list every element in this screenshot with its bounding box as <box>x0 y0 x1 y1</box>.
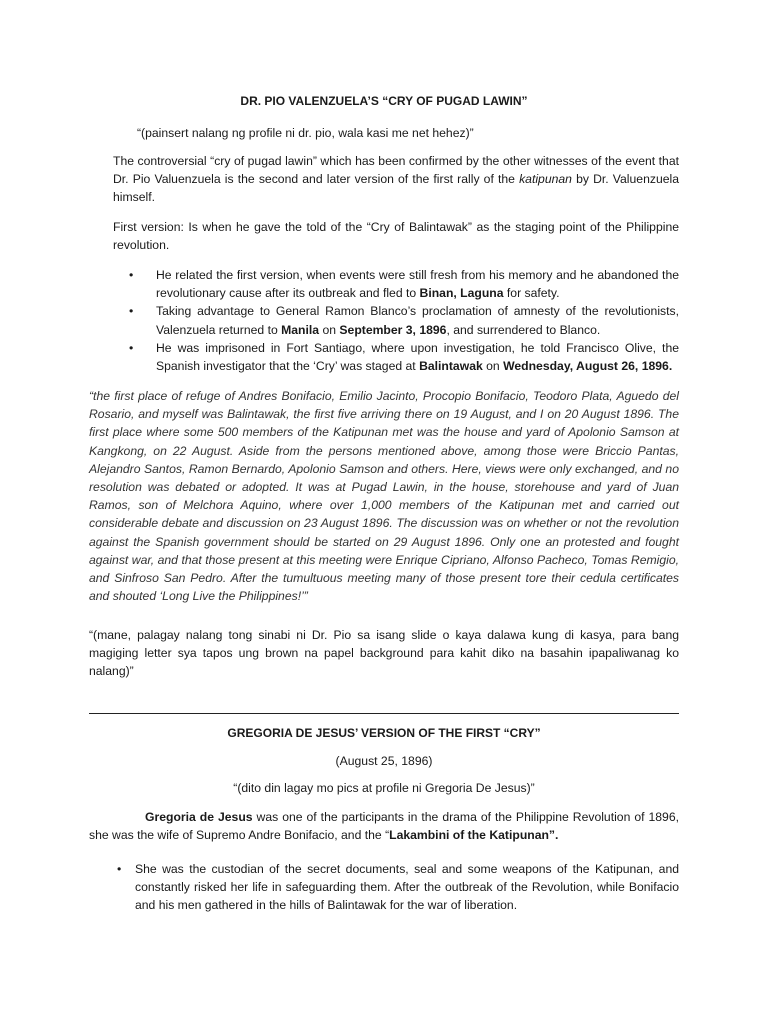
bullet-text: Taking advantage to General Ramon Blanco’s proclamation of amnesty of the revolutionists, Valenzuela returned to <box>156 304 679 337</box>
bullet-bold-text: Wednesday, August 26, 1896. <box>503 359 673 374</box>
bullet-text: on <box>319 322 340 337</box>
section-divider <box>89 713 679 714</box>
section-title-gregoria-de-jesus: GREGORIA DE JESUS’ VERSION OF THE FIRST “CRY” <box>227 726 541 740</box>
bullet-text: for safety. <box>503 286 560 301</box>
intro-text: was one of the participants in the drama of the Philippine Revolution of 1896, she was the wife of Supremo Andre Bonifacio, and the “ <box>89 810 679 843</box>
gregoria-bullet-list <box>89 860 679 915</box>
bullet-bold-text: Balintawak <box>419 359 483 374</box>
section-title-pio-valenzuela: DR. PIO VALENZUELA’S “CRY OF PUGAD LAWIN” <box>240 94 528 108</box>
list-item <box>113 266 679 302</box>
list-item <box>113 339 679 375</box>
editor-note-slide: “(mane, palagay nalang tong sinabi ni Dr. Pio sa isang slide o kaya dalawa kung di kasya, para bang magiging letter sya tapos ung brown na papel background para kahit diko na basahin ipapaliwanag ko nalang)” <box>89 628 679 679</box>
bullet-glyph: • <box>129 268 134 282</box>
first-version-paragraph: First version: Is when he gave the told of the “Cry of Balintawak” as the staging point of the Philippine revolution. <box>113 220 679 253</box>
bullet-bold-text: Manila <box>281 322 320 337</box>
pio-bullet-list <box>113 266 679 375</box>
intro-paragraph <box>113 152 679 207</box>
intro-text-after: by Dr. Valuenzuela himself. <box>113 172 679 205</box>
gregoria-name: Gregoria de Jesus <box>145 810 253 824</box>
editor-note-profile: “(painsert nalang ng profile ni dr. pio, wala kasi me net hehez)” <box>137 126 474 140</box>
bullet-text: She was the custodian of the secret documents, seal and some weapons of the Katipunan, and constantly risked her life in safeguarding them. After the outbreak of the Revolution, while Bonifacio and his men gathered in the hills of Balintawak for the war of liberation. <box>135 862 679 913</box>
editor-note-pics: “(dito din lagay mo pics at profile ni Gregoria De Jesus)” <box>233 781 535 795</box>
bullet-text: He was imprisoned in Fort Santiago, where upon investigation, he told Francisco Olive, the Spanish investigator that the ‘Cry’ was staged at <box>156 340 679 374</box>
bullet-bold-text: Binan, Laguna <box>419 286 504 301</box>
list-item <box>113 302 679 338</box>
list-item <box>89 860 679 915</box>
bullet-glyph: • <box>129 304 134 319</box>
gregoria-intro-paragraph <box>89 808 679 844</box>
gregoria-date: (August 25, 1896) <box>335 754 433 768</box>
valenzuela-quote: “the first place of refuge of Andres Bonifacio, Emilio Jacinto, Procopio Bonifacio, Teodoro Plata, Aguedo del Rosario, and myself was Balintawak, the first five arriving there on 19 August, and I on 20 August 1896. The first place where some 500 members of the Katipunan met was the house and yard of Apolonio Samson at Kangkong, on 22 August. Aside from the persons mentioned above, among those were Briccio Pantas, Alejandro Santos, Ramon Bernardo, Apolonio Samson and others. Here, views were only exchanged, and no resolution was debated or adopted. It was at Pugad Lawin, in the house, storehouse and yard of Juan Ramos, son of Melchora Aquino, where over 1,000 members of the Katipunan met and carried out considerable debate and discussion on 23 August 1896. The discussion was on whether or not the revolution against the Spanish government should be started on 29 August 1896. Only one an protested and fought against war, and that those present at this meeting were Enrique Cipriano, Alfonso Pacheco, Tomas Remigio, and Sinfroso San Pedro. After the tumultuous meeting many of those present tore their cedula certificates and shouted ‘Long Live the Philippines!’” <box>89 389 679 604</box>
intro-text-before: The controversial “cry of pugad lawin” which has been confirmed by the other witnesses of the event that Dr. Pio Valuenzuela is the second and later version of the first rally of the <box>113 154 679 187</box>
bullet-bold-text: September 3, 1896 <box>339 322 447 337</box>
bullet-text: on <box>482 359 504 374</box>
bullet-text: He related the first version, when events were still fresh from his memory and he abandoned the revolutionary cause after its outbreak and fled to <box>156 268 679 301</box>
bullet-text: , and surrendered to Blanco. <box>446 322 601 337</box>
intro-text-italic: katipunan <box>519 172 572 187</box>
lakambini-title: Lakambini of the Katipunan”. <box>389 828 559 843</box>
bullet-glyph: • <box>129 340 134 355</box>
bullet-glyph: • <box>117 862 122 876</box>
